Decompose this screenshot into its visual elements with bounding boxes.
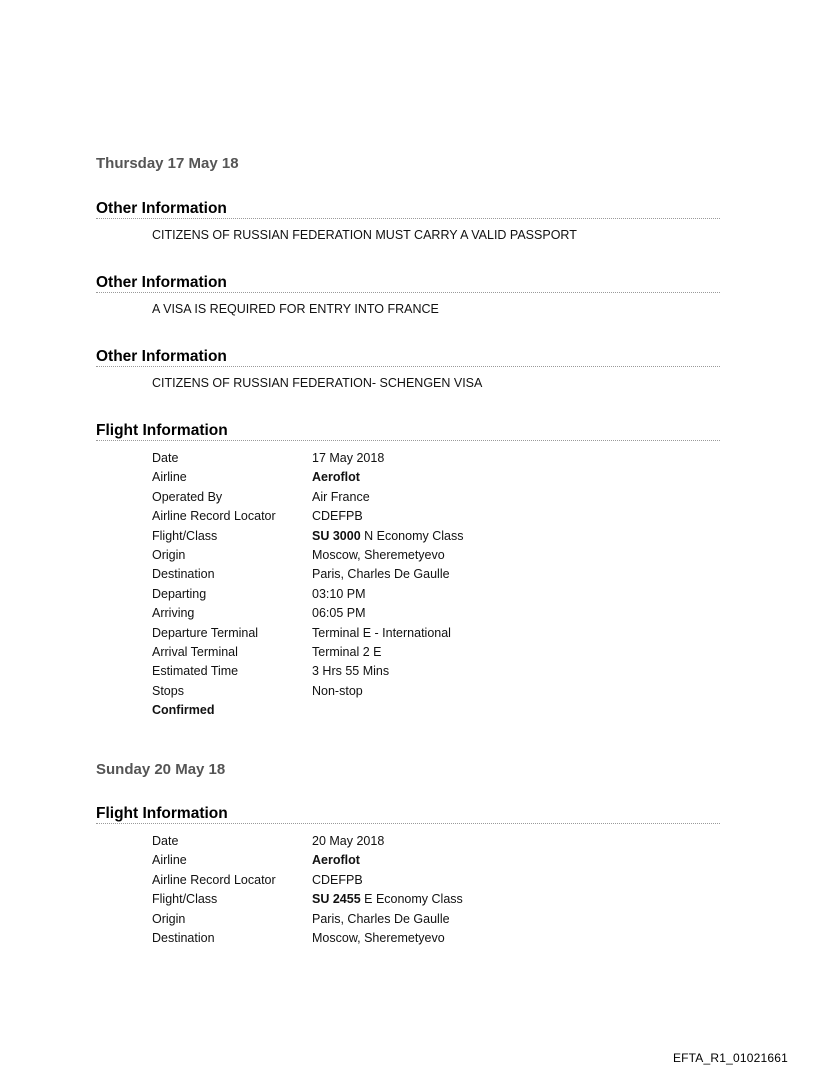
- flight-row-status: [152, 701, 720, 720]
- row-label: Airline: [152, 853, 187, 868]
- airline-name: Aeroflot: [312, 853, 360, 868]
- day-heading-thursday: Thursday 17 May 18: [96, 155, 239, 172]
- other-information-section: [96, 347, 720, 391]
- flight-row-origin: [152, 910, 720, 929]
- document-id: EFTA_R1_01021661: [672, 1051, 788, 1065]
- row-label: Airline Record Locator: [152, 872, 276, 887]
- row-value: Terminal E - International: [312, 625, 451, 640]
- flight-number: SU 2455: [312, 892, 361, 907]
- flight-row-destination: [152, 565, 720, 584]
- other-information-section: [96, 273, 720, 317]
- row-label: Destination: [152, 930, 215, 945]
- row-value: 20 May 2018: [312, 834, 385, 848]
- flight-row-arrival-terminal: [152, 643, 720, 662]
- flight-information-section: [96, 421, 720, 720]
- row-value: CDEFPB: [312, 872, 363, 887]
- row-value: Moscow, Sheremetyevo: [312, 930, 445, 945]
- other-information-text: CITIZENS OF RUSSIAN FEDERATION- SCHENGEN VISA: [152, 376, 483, 390]
- other-information-text: CITIZENS OF RUSSIAN FEDERATION MUST CARRY A VALID PASSPORT: [152, 228, 577, 242]
- row-label: Airline Record Locator: [152, 509, 276, 524]
- flight-row-flight-class: [152, 527, 720, 546]
- cabin-class: E Economy Class: [360, 892, 463, 907]
- other-information-section: [96, 199, 720, 243]
- other-information-text: A VISA IS REQUIRED FOR ENTRY INTO FRANCE: [152, 302, 439, 316]
- row-value: Paris, Charles De Gaulle: [312, 567, 450, 582]
- row-value: Paris, Charles De Gaulle: [312, 911, 450, 926]
- row-label: Operated By: [152, 489, 223, 504]
- row-value: 03:10 PM: [312, 586, 366, 601]
- row-value: 06:05 PM: [312, 606, 366, 621]
- section-title: Flight Information: [96, 804, 720, 824]
- flight-row-airline: [152, 851, 720, 870]
- row-value: Moscow, Sheremetyevo: [312, 547, 445, 562]
- row-value: Terminal 2 E: [312, 644, 382, 659]
- flight-row-origin: [152, 546, 720, 565]
- section-title: Other Information: [96, 199, 720, 219]
- row-value: CDEFPB: [312, 509, 363, 524]
- flight-details-table: [152, 832, 720, 948]
- flight-row-operated-by: [152, 488, 720, 507]
- flight-row-date: [152, 449, 720, 468]
- flight-row-airline: [152, 468, 720, 487]
- flight-row-record-locator: [152, 871, 720, 890]
- flight-number: SU 3000: [312, 528, 361, 543]
- row-label: Departing: [152, 586, 207, 601]
- row-value: 17 May 2018: [312, 451, 385, 465]
- row-label: Date: [152, 451, 179, 465]
- row-label: Flight/Class: [152, 892, 218, 907]
- row-label: Arrival Terminal: [152, 644, 238, 659]
- airline-name: Aeroflot: [312, 470, 360, 485]
- flight-row-flight-class: [152, 890, 720, 909]
- flight-information-section: [96, 804, 720, 948]
- flight-class-value: [312, 527, 720, 546]
- cabin-class: N Economy Class: [360, 528, 464, 543]
- section-title: Other Information: [96, 273, 720, 293]
- row-value: Non-stop: [312, 683, 363, 698]
- flight-row-date: [152, 832, 720, 851]
- row-value: Air France: [312, 489, 370, 504]
- day-heading-sunday: Sunday 20 May 18: [96, 761, 226, 778]
- flight-row-destination: [152, 929, 720, 948]
- flight-row-departing: [152, 585, 720, 604]
- row-label: Origin: [152, 547, 186, 562]
- row-label: Destination: [152, 567, 215, 582]
- flight-row-arriving: [152, 604, 720, 623]
- row-label: Estimated Time: [152, 664, 239, 679]
- row-label: Origin: [152, 911, 186, 926]
- row-label: Departure Terminal: [152, 625, 259, 640]
- flight-row-estimated-time: [152, 662, 720, 681]
- section-title: Flight Information: [96, 421, 720, 441]
- row-value: 3 Hrs 55 Mins: [312, 664, 390, 679]
- flight-row-stops: [152, 682, 720, 701]
- row-label: Stops: [152, 683, 184, 698]
- flight-row-departure-terminal: [152, 624, 720, 643]
- row-label: Date: [152, 834, 179, 848]
- flight-details-table: [152, 449, 720, 720]
- row-label: Arriving: [152, 606, 195, 621]
- row-label: Airline: [152, 470, 187, 485]
- booking-status: Confirmed: [152, 703, 215, 718]
- flight-row-record-locator: [152, 507, 720, 526]
- section-title: Other Information: [96, 347, 720, 367]
- row-label: Flight/Class: [152, 528, 218, 543]
- flight-class-value: [312, 890, 720, 909]
